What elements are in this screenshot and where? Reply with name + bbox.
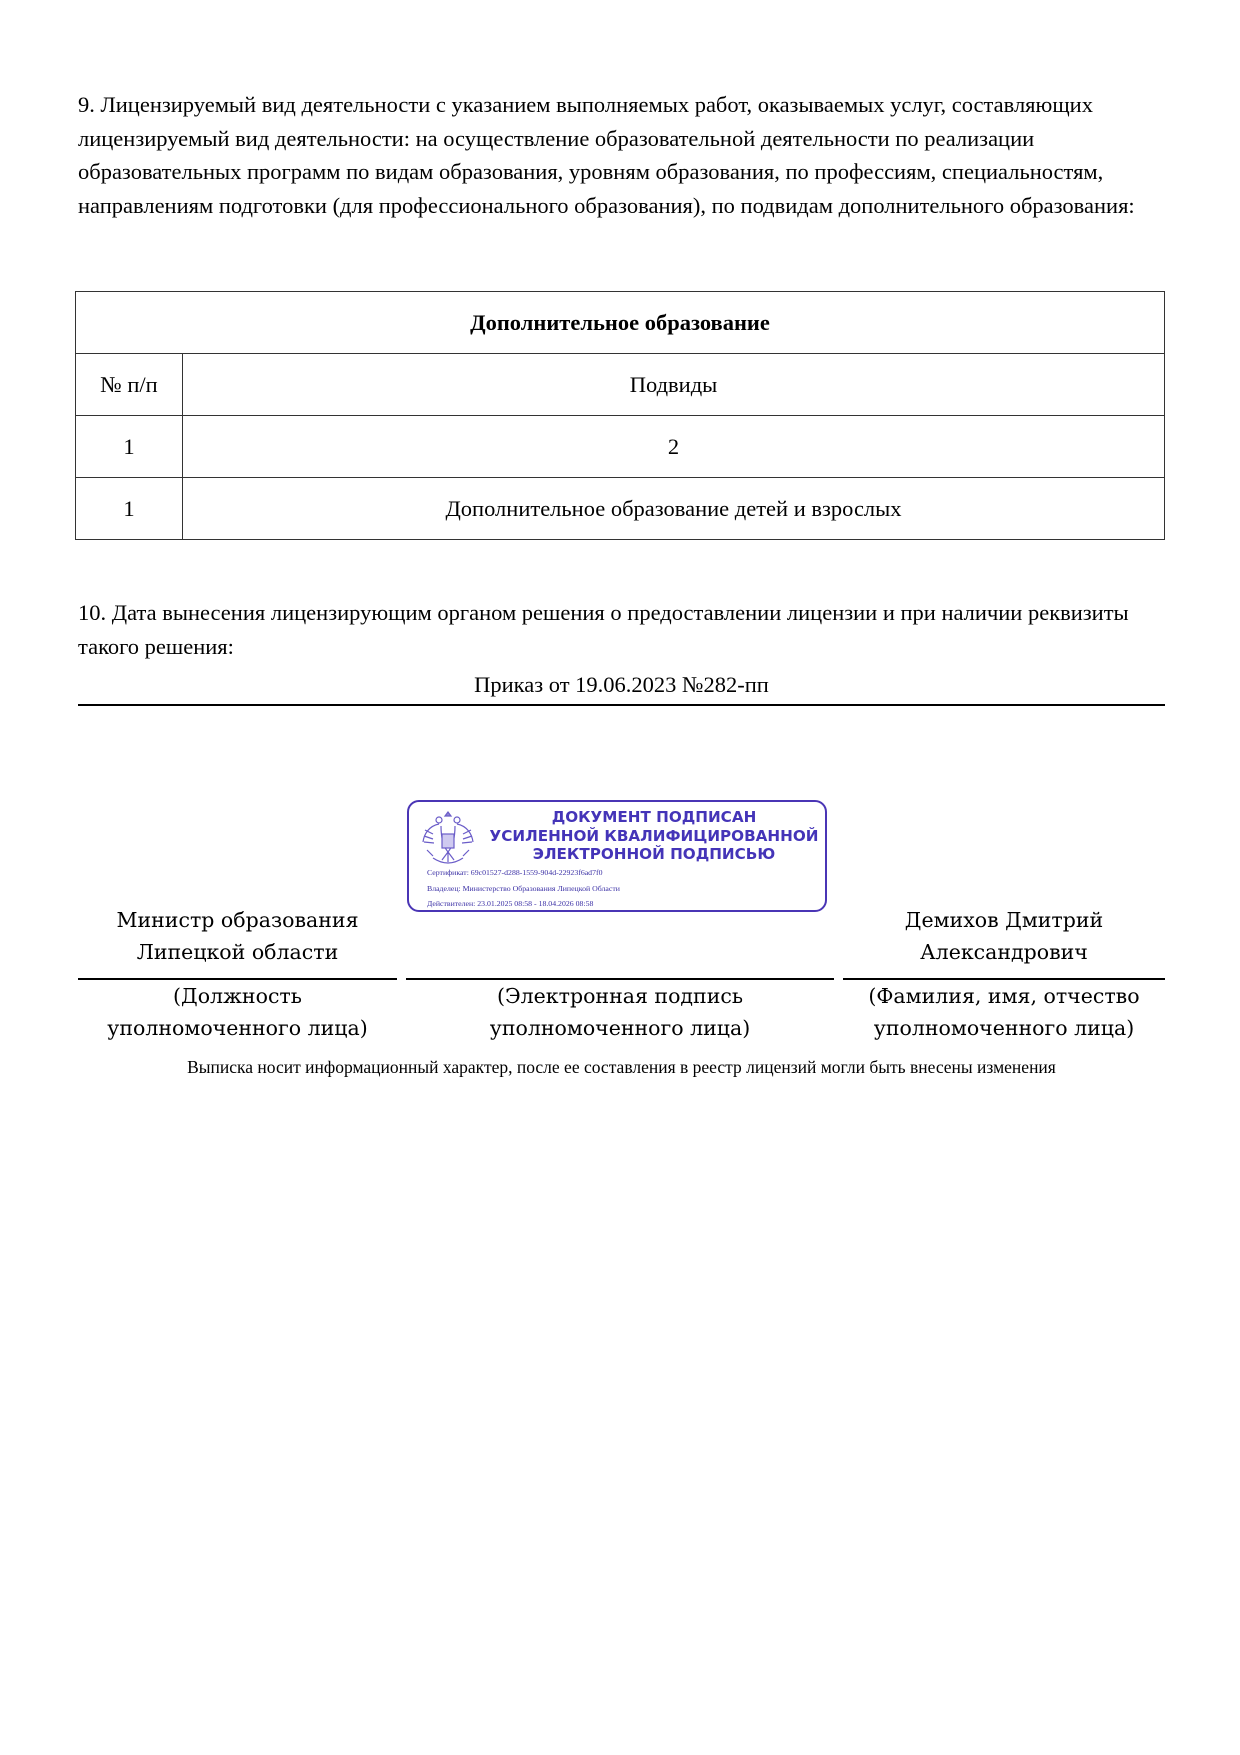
signature-caption <box>406 980 834 1044</box>
caption-line: уполномоченного лица) <box>873 1016 1135 1040</box>
stamp-owner: Владелец: Министерство Образования Липецкой Области <box>427 884 620 893</box>
caption-line: (Электронная подпись <box>496 984 744 1008</box>
signer-position <box>78 904 397 968</box>
order-underline <box>78 704 1165 706</box>
section-10-text: 10. Дата вынесения лицензирующим органом решения о предоставлении лицензии и при наличии реквизиты такого решения: <box>78 600 1129 659</box>
disclaimer-note: Выписка носит информационный характер, после ее составления в реестр лицензий могли быть внесены изменения <box>187 1057 1056 1077</box>
table-title: Дополнительное образование <box>76 292 1165 354</box>
table-title-row <box>76 292 1165 354</box>
signer-position-line: Министр образования <box>116 908 359 932</box>
caption-line: (Должность <box>173 984 302 1008</box>
cell-number: 1 <box>76 416 183 478</box>
electronic-signature-stamp <box>407 800 827 912</box>
russian-coat-of-arms-icon <box>419 808 477 870</box>
cell-subtype: 2 <box>183 416 1165 478</box>
stamp-certificate: Сертификат: 69c01527-d288-1559-904d-22923f6ad7f0 <box>427 868 603 877</box>
column-header-subtypes: Подвиды <box>183 354 1165 416</box>
table-header-row <box>76 354 1165 416</box>
stamp-title <box>489 808 819 864</box>
stamp-title-line: ЭЛЕКТРОННОЙ ПОДПИСЬЮ <box>532 845 776 863</box>
subtypes-table <box>75 291 1165 540</box>
cell-subtype: Дополнительное образование детей и взрослых <box>183 478 1165 540</box>
name-caption <box>843 980 1165 1044</box>
caption-line: уполномоченного лица) <box>107 1016 368 1040</box>
section-9-text: 9. Лицензируемый вид деятельности с указанием выполняемых работ, оказываемых услуг, составляющих лицензируемый вид деятельности: на осуществление образовательной деятельности по реализации образовательных программ по видам образования, уровням образования, по профессиям, специальностям, направлениям подготовки (для профессионального образования), по подвидам дополнительного образования: <box>78 92 1135 218</box>
table-row <box>76 416 1165 478</box>
signer-name-line: Демихов Дмитрий <box>904 908 1104 932</box>
caption-line: (Фамилия, имя, отчество <box>868 984 1140 1008</box>
position-caption <box>78 980 397 1044</box>
caption-line: уполномоченного лица) <box>489 1016 751 1040</box>
stamp-title-line: УСИЛЕННОЙ КВАЛИФИЦИРОВАННОЙ <box>489 826 819 845</box>
cell-number: 1 <box>76 478 183 540</box>
signer-name <box>843 904 1165 968</box>
table-row <box>76 478 1165 540</box>
signer-position-line: Липецкой области <box>136 940 339 964</box>
stamp-title-line: ДОКУМЕНТ ПОДПИСАН <box>551 808 757 826</box>
column-header-number: № п/п <box>76 354 183 416</box>
stamp-validity: Действителен: 23.01.2025 08:58 - 18.04.2026 08:58 <box>427 899 594 908</box>
order-reference: Приказ от 19.06.2023 №282-пп <box>474 672 769 697</box>
signer-name-line: Александрович <box>920 940 1088 964</box>
